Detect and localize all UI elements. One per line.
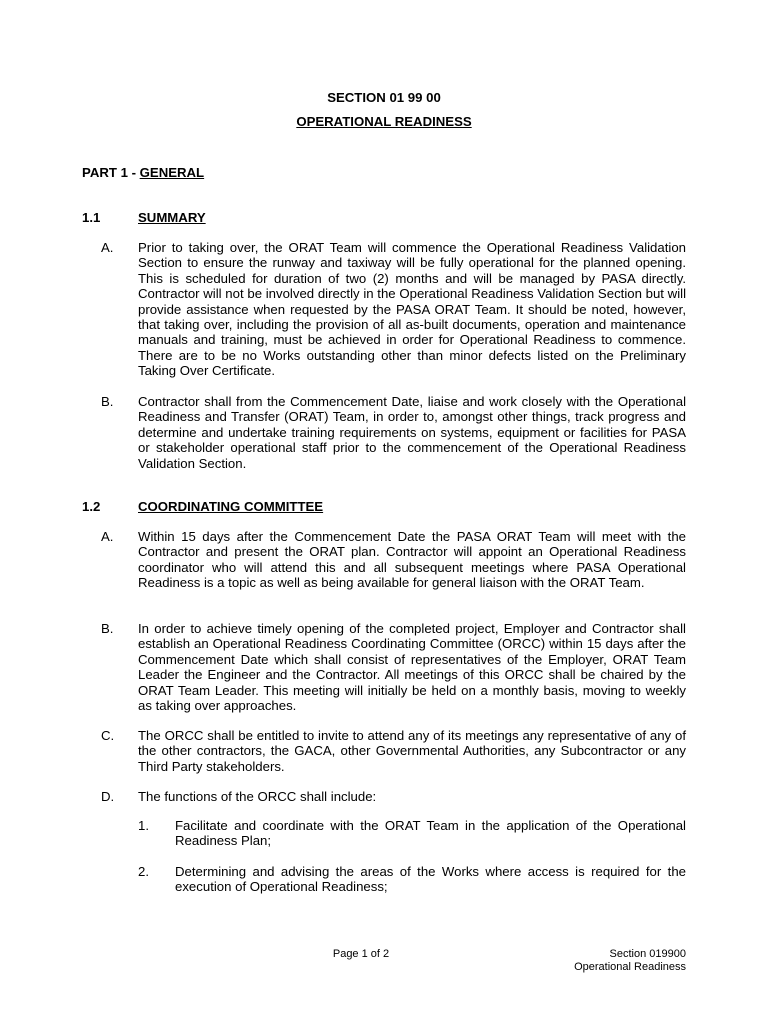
paragraph-text: Within 15 days after the Commencement Date the PASA ORAT Team will meet with the Contractor and present the ORAT plan. Contractor will appoint an Operational Readiness coordinator who will attend this and all subsequent meetings where PASA Operational Readiness is a topic as well as being available for general liaison with the ORAT Team. bbox=[138, 529, 686, 591]
part-title: GENERAL bbox=[139, 165, 205, 180]
article-number: 1.1 bbox=[82, 210, 101, 225]
section-title: OPERATIONAL READINESS bbox=[296, 114, 472, 129]
paragraph-text: In order to achieve timely opening of the completed project, Employer and Contractor shall establish an Operational Readiness Coordinating Committee (ORCC) within 15 days after the Commencement Date which shall consist of representatives of the Employer, ORAT Team Leader the Engineer and the Contractor. All meetings of this ORCC shall be chaired by the ORAT Team Leader. This meeting will initially be held on a monthly basis, moving to weekly as taking over approaches. bbox=[138, 621, 686, 714]
footer-section-name: Operational Readiness bbox=[574, 961, 686, 973]
list-item-label: 2. bbox=[138, 864, 149, 879]
list-item-text: Determining and advising the areas of the Works where access is required for the execution of Operational Readiness; bbox=[175, 864, 686, 895]
paragraph-label: D. bbox=[101, 789, 115, 804]
part-heading bbox=[82, 165, 204, 180]
paragraph-text: The functions of the ORCC shall include: bbox=[138, 789, 377, 804]
paragraph-label: A. bbox=[101, 240, 114, 255]
part-prefix: PART 1 - bbox=[82, 165, 140, 180]
article-number: 1.2 bbox=[82, 499, 101, 514]
section-number: SECTION 01 99 00 bbox=[327, 90, 441, 105]
paragraph-text: Prior to taking over, the ORAT Team will commence the Operational Readiness Validation Section to ensure the runway and taxiway will be fully operational for the planned opening. This is scheduled for duration of two (2) months and will be managed by PASA directly. Contractor will not be involved directly in the Operational Readiness Validation Section but will provide assistance when requested by the PASA ORAT Team. It should be noted, however, that taking over, including the provision of all as-built documents, operation and maintenance manuals and training, must be achieved in order for Operational Readiness to commence. There are to be no Works outstanding other than minor defects listed on the Preliminary Taking Over Certificate. bbox=[138, 240, 686, 379]
paragraph-text: The ORCC shall be entitled to invite to attend any of its meetings any representative of any of the other contractors, the GACA, other Governmental Authorities, any Subcontractor or any Third Party stakeholders. bbox=[138, 728, 686, 774]
paragraph-label: C. bbox=[101, 728, 115, 743]
article-title: COORDINATING COMMITTEE bbox=[138, 499, 324, 514]
list-item-text: Facilitate and coordinate with the ORAT Team in the application of the Operational Readiness Plan; bbox=[175, 818, 686, 849]
article-title: SUMMARY bbox=[138, 210, 206, 225]
paragraph-text: Contractor shall from the Commencement Date, liaise and work closely with the Operational Readiness and Transfer (ORAT) Team, in order to, amongst other things, track progress and determine and undertake training requirements on systems, equipment or facilities for PASA or stakeholder operational staff prior to the commencement of the Operational Readiness Validation Section. bbox=[138, 394, 686, 471]
footer-section-ref: Section 019900 bbox=[609, 948, 686, 960]
paragraph-label: B. bbox=[101, 394, 114, 409]
paragraph-label: A. bbox=[101, 529, 114, 544]
paragraph-label: B. bbox=[101, 621, 114, 636]
list-item-label: 1. bbox=[138, 818, 149, 833]
page-number: Page 1 of 2 bbox=[332, 948, 390, 960]
